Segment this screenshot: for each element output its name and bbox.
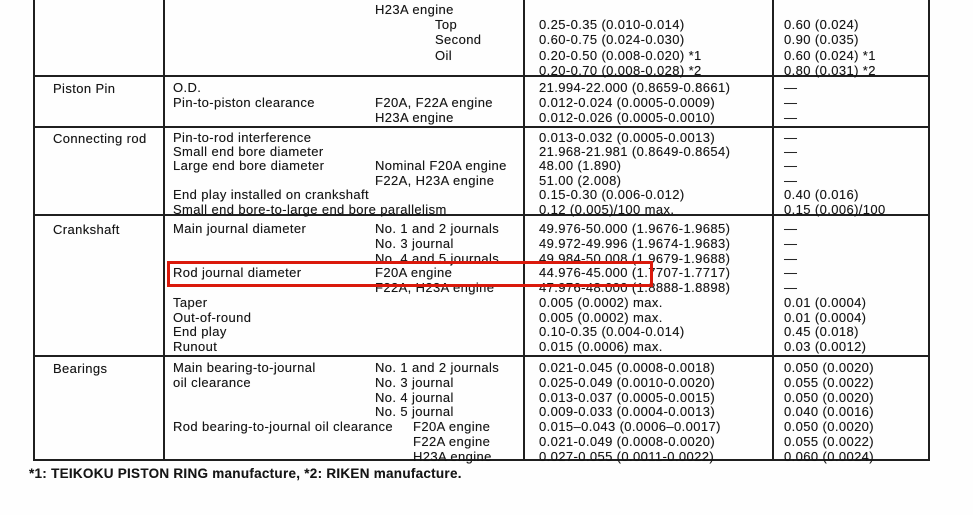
spec-sublabel: No. 5 journal [375,404,454,420]
spec-service-limit: 0.03 (0.0012) [784,339,867,354]
spec-standard-value: 0.60-0.75 (0.024-0.030) [539,32,685,48]
spec-service-limit: 0.050 (0.0020) [784,360,875,375]
spec-sublabel: No. 4 and 5 journals [375,250,500,266]
spec-description: Pin-to-rod interference [173,129,312,145]
spec-description: Out-of-round [173,309,252,325]
spec-description: Rod journal diameter [173,265,302,281]
spec-sublabel: No. 4 journal [375,389,454,405]
spec-service-limit: 0.60 (0.024) [784,17,859,33]
spec-sublabel: F20A, F22A engine [375,95,493,110]
spec-description: End play [173,324,227,340]
spec-service-limit: — [784,221,798,236]
spec-standard-value: 0.25-0.35 (0.010-0.014) [539,17,685,33]
spec-standard-value: 0.015 (0.0006) max. [539,339,663,354]
spec-standard-value: 49.972-49.996 (1.9674-1.9683) [539,235,731,251]
spec-sublabel: No. 1 and 2 journals [375,360,500,375]
spec-service-limit: 0.01 (0.0004) [784,294,867,310]
spec-service-limit: — [784,110,798,125]
spec-service-limit: 0.80 (0.031) *2 [784,62,876,78]
table-column-divider-2 [523,0,525,461]
spec-description: Main journal diameter [173,221,307,236]
spec-standard-value: 21.994-22.000 (0.8659-0.8661) [539,80,731,95]
spec-service-limit: — [784,235,798,251]
spec-description: Runout [173,339,218,354]
spec-sublabel: F22A engine [413,434,491,449]
spec-standard-value: 0.013-0.032 (0.0005-0.0013) [539,129,716,145]
spec-standard-value: 0.10-0.35 (0.004-0.014) [539,324,685,340]
spec-standard-value: 21.968-21.981 (0.8649-0.8654) [539,143,731,159]
spec-sublabel: F22A, H23A engine [375,280,495,295]
table-column-divider-3 [772,0,774,461]
spec-service-limit: — [784,80,798,95]
spec-service-limit: 0.01 (0.0004) [784,309,867,325]
spec-service-limit: 0.050 (0.0020) [784,419,875,435]
spec-standard-value: 49.984-50.008 (1.9679-1.9688) [539,250,731,266]
spec-service-limit: 0.050 (0.0020) [784,389,875,405]
spec-standard-value: 0.021-0.049 (0.0008-0.0020) [539,434,716,449]
spec-service-limit: 0.055 (0.0022) [784,374,875,390]
spec-standard-value: 0.005 (0.0002) max. [539,309,663,325]
spec-service-limit: — [784,143,798,159]
footnote: *1: TEIKOKU PISTON RING manufacture, *2: RIKEN manufacture. [29,466,462,481]
table-left-border [33,0,35,461]
spec-service-limit: 0.40 (0.016) [784,187,859,203]
spec-standard-value: 0.021-0.045 (0.0008-0.0018) [539,360,716,375]
spec-standard-value: 0.20-0.50 (0.008-0.020) *1 [539,47,702,63]
spec-description: End play installed on crankshaft [173,187,370,203]
spec-standard-value: 49.976-50.000 (1.9676-1.9685) [539,221,731,236]
spec-standard-value: 0.012-0.026 (0.0005-0.0010) [539,110,716,125]
spec-sublabel: No. 1 and 2 journals [375,221,500,236]
spec-standard-value: 0.12 (0.005)/100 max. [539,201,675,217]
spec-service-limit: 0.60 (0.024) *1 [784,47,876,63]
spec-sublabel: F20A engine [413,419,491,435]
spec-sublabel: F20A engine [375,265,453,281]
spec-standard-value: 47.976-48.000 (1.8888-1.8898) [539,280,731,295]
component-label: Crankshaft [53,222,120,237]
spec-service-limit: — [784,129,798,145]
spec-service-limit: — [784,250,798,266]
table-right-border [928,0,930,461]
spec-standard-value: 0.013-0.037 (0.0005-0.0015) [539,389,716,405]
spec-description: Small end bore-to-large end bore parallelism [173,201,447,217]
spec-description: O.D. [173,80,202,95]
spec-service-limit: 0.060 (0.0024) [784,448,875,464]
spec-service-limit: 0.90 (0.035) [784,32,859,48]
spec-standard-value: 0.025-0.049 (0.0010-0.0020) [539,374,716,390]
table-row-divider-bearings [33,355,930,357]
spec-standard-value: 48.00 (1.890) [539,158,622,174]
spec-sublabel: Second [435,32,482,48]
spec-sublabel: No. 3 journal [375,235,454,251]
spec-service-limit: 0.45 (0.018) [784,324,859,340]
spec-standard-value: 0.009-0.033 (0.0004-0.0013) [539,404,716,420]
spec-standard-value: 0.20-0.70 (0.008-0.028) *2 [539,62,702,78]
spec-sublabel: H23A engine [375,110,454,125]
spec-standard-value: 0.012-0.024 (0.0005-0.0009) [539,95,716,110]
spec-service-limit: — [784,95,798,110]
component-label: Bearings [53,361,108,376]
spec-description: oil clearance [173,374,252,390]
spec-service-limit: 0.055 (0.0022) [784,434,875,449]
spec-service-limit: 0.15 (0.006)/100 [784,201,886,217]
spec-sublabel: Nominal F20A engine [375,158,507,174]
component-label: Piston Pin [53,81,116,96]
spec-standard-value: 0.015–0.043 (0.0006–0.0017) [539,419,721,435]
spec-sublabel: H23A engine [413,448,492,464]
spec-description: Pin-to-piston clearance [173,95,315,110]
spec-service-limit: — [784,158,798,174]
table-row-divider-connecting-rod [33,126,930,128]
spec-sublabel: No. 3 journal [375,374,454,390]
spec-description: Small end bore diameter [173,143,324,159]
spec-service-limit: — [784,172,798,188]
spec-service-limit: 0.040 (0.0016) [784,404,875,420]
spec-description: Large end bore diameter [173,158,325,174]
spec-service-limit: — [784,265,798,281]
spec-sublabel: F22A, H23A engine [375,172,495,188]
spec-standard-value: 0.027-0.055 (0.0011-0.0022) [539,448,715,464]
spec-description: Main bearing-to-journal [173,360,316,375]
spec-description: Taper [173,294,208,310]
spec-standard-value: 44.976-45.000 (1.7707-1.7717) [539,265,731,281]
spec-standard-value: 0.005 (0.0002) max. [539,294,663,310]
spec-standard-value: 0.15-0.30 (0.006-0.012) [539,187,685,203]
spec-sublabel: H23A engine [375,2,454,17]
spec-standard-value: 51.00 (2.008) [539,172,622,188]
spec-description: Rod bearing-to-journal oil clearance [173,419,393,435]
spec-sublabel: Oil [435,47,453,63]
spec-service-limit: — [784,280,798,295]
table-column-divider-1 [163,0,165,461]
component-label: Connecting rod [53,130,147,146]
spec-sublabel: Top [435,17,458,33]
